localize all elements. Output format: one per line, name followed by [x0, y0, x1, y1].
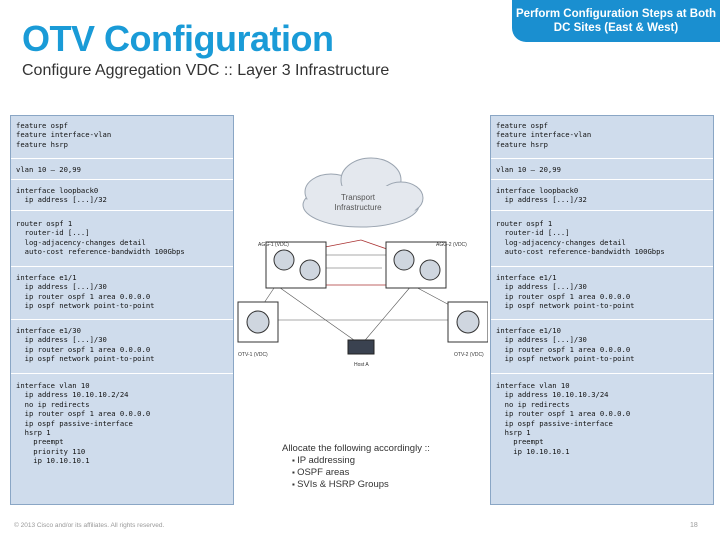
agg-right-switch-icon — [386, 242, 446, 288]
page-subtitle: Configure Aggregation VDC :: Layer 3 Infrastructure — [22, 62, 390, 79]
config-interface-e1-30: interface e1/30 ip address [...]/30 ip router ospf 1 area 0.0.0.0 ip ospf network point-to-point — [16, 326, 155, 364]
config-loopback: interface loopback0 ip address [...]/32 — [496, 186, 587, 205]
right-config-panel — [490, 115, 714, 505]
host-label: Host A — [354, 362, 369, 368]
config-interface-e1-1: interface e1/1 ip address [...]/30 ip router ospf 1 area 0.0.0.0 ip ospf network point-to-point — [496, 273, 635, 311]
cloud-label: Transport Infrastructure — [334, 193, 382, 212]
otv-right-label: OTV-2 (VDC) — [454, 352, 484, 358]
host-server-icon — [348, 340, 374, 354]
config-interface-vlan10: interface vlan 10 ip address 10.10.10.2/24 no ip redirects ip router ospf 1 area 0.0.0.0 ip ospf passive-interface hsrp 1 preempt priority 110 ip 10.10.10.1 — [16, 381, 151, 466]
config-loopback: interface loopback0 ip address [...]/32 — [16, 186, 107, 205]
page-number: 18 — [690, 522, 698, 529]
page-title: OTV Configuration — [22, 18, 334, 59]
note-item: ▪ SVIs & HSRP Groups — [292, 479, 430, 491]
config-router-ospf: router ospf 1 router-id [...] log-adjacency-changes detail auto-cost reference-bandwidth 100Gbps — [16, 219, 185, 257]
allocation-note — [282, 443, 430, 491]
config-router-ospf: router ospf 1 router-id [...] log-adjacency-changes detail auto-cost reference-bandwidth 100Gbps — [496, 219, 665, 257]
config-interface-e1-10: interface e1/10 ip address [...]/30 ip router ospf 1 area 0.0.0.0 ip ospf network point-to-point — [496, 326, 635, 364]
config-interface-e1-1: interface e1/1 ip address [...]/30 ip router ospf 1 area 0.0.0.0 ip ospf network point-to-point — [16, 273, 155, 311]
note-item: ▪ OSPF areas — [292, 467, 430, 479]
note-heading: Allocate the following accordingly :: — [282, 443, 430, 454]
config-features: feature ospf feature interface-vlan feature hsrp — [16, 121, 112, 149]
copyright: © 2013 Cisco and/or its affiliates. All rights reserved. — [14, 522, 165, 529]
config-vlans: vlan 10 – 20,99 — [496, 165, 561, 174]
instruction-badge: Perform Configuration Steps at Both DC Sites (East & West) — [512, 0, 720, 42]
otv-left-label: OTV-1 (VDC) — [238, 352, 268, 358]
agg-right-label: AGG-2 (VDC) — [436, 242, 467, 248]
config-interface-vlan10: interface vlan 10 ip address 10.10.10.3/24 no ip redirects ip router ospf 1 area 0.0.0.0 ip ospf passive-interface hsrp 1 preempt ip 10.10.10.1 — [496, 381, 631, 456]
agg-left-switch-icon — [266, 242, 326, 288]
otv-right-switch-icon — [448, 302, 488, 342]
left-config-panel — [10, 115, 234, 505]
network-diagram — [236, 150, 488, 380]
agg-left-label: AGG-1 (VDC) — [258, 242, 289, 248]
config-features: feature ospf feature interface-vlan feature hsrp — [496, 121, 592, 149]
otv-left-switch-icon — [238, 302, 278, 342]
note-item: ▪ IP addressing — [292, 455, 430, 467]
config-vlans: vlan 10 – 20,99 — [16, 165, 81, 174]
